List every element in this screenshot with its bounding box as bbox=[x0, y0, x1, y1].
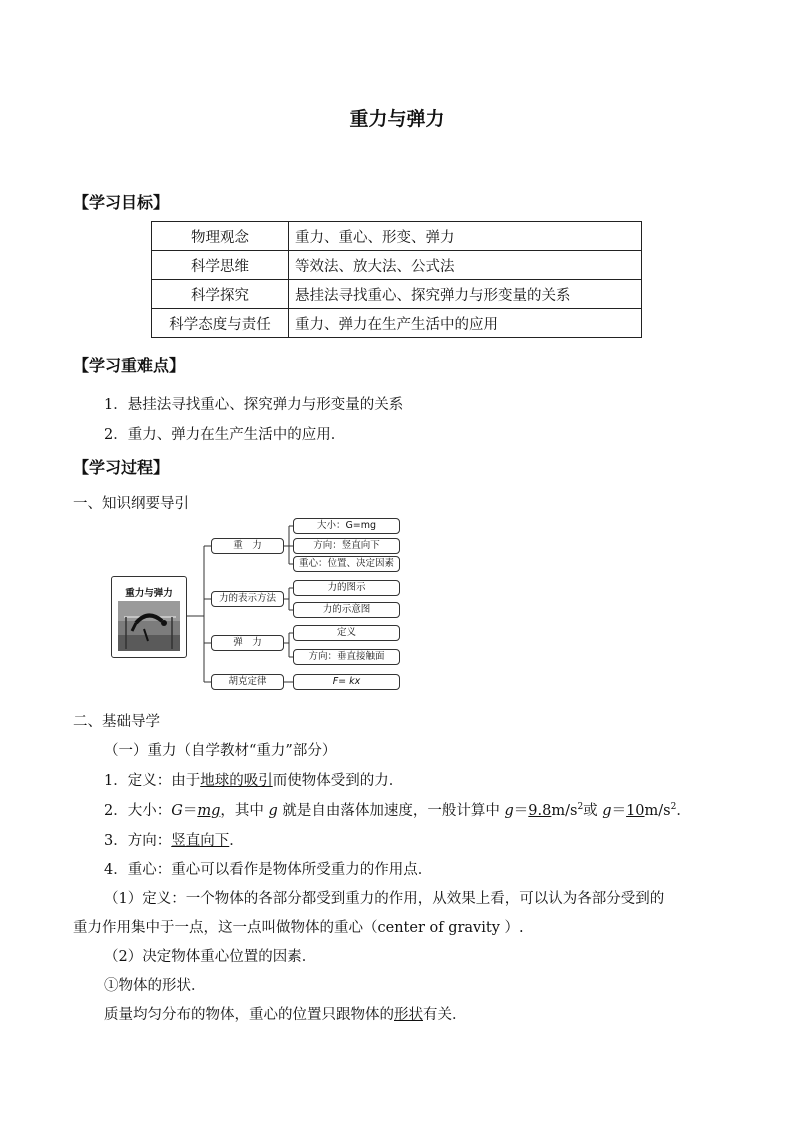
mind-map-root bbox=[111, 576, 187, 658]
goals-table bbox=[151, 221, 642, 338]
goal-content: 悬挂法寻找重心、探究弹力与形变量的关系 bbox=[289, 280, 642, 309]
center-definition-line: （1）定义：一个物体的各部分都受到重力的作用，从效果上看，可以认为各部分受到的 bbox=[104, 891, 665, 907]
leaf-gravity-center: 重心：位置、决定因素 bbox=[293, 556, 400, 572]
var-g: g bbox=[268, 803, 278, 819]
high-jump-photo bbox=[118, 601, 180, 651]
text-span: ，其中 bbox=[220, 803, 269, 819]
branch-hookes-law: 胡克定律 bbox=[211, 674, 284, 690]
text-span: 有关． bbox=[423, 1007, 467, 1023]
table-row bbox=[152, 251, 642, 280]
leaf-gravity-size: 大小：G=mg bbox=[293, 518, 400, 534]
text-span: ＝ bbox=[611, 803, 627, 819]
table-row bbox=[152, 309, 642, 338]
text-span: 而使物体受到的力． bbox=[272, 773, 404, 789]
text-span: 2．大小： bbox=[104, 803, 172, 819]
part-heading: 二、基础导学 bbox=[73, 714, 160, 730]
unit: m/s bbox=[644, 803, 671, 819]
text-span: 或 bbox=[583, 803, 603, 819]
key-point-item: 1．悬挂法寻找重心、探究弹力与形变量的关系 bbox=[104, 397, 404, 413]
text-span: ＝ bbox=[513, 803, 529, 819]
var-g: g bbox=[504, 803, 514, 819]
fill-blank: mg bbox=[197, 803, 221, 819]
text-span: 就是自由落体加速度，一般计算中 bbox=[277, 803, 505, 819]
part-heading: 一、知识纲要导引 bbox=[73, 496, 189, 512]
subsection-heading: （一）重力（自学教材“重力”部分） bbox=[104, 743, 337, 759]
text-span: ． bbox=[676, 803, 691, 819]
text-span: ． bbox=[229, 833, 244, 849]
goal-content: 重力、重心、形变、弹力 bbox=[289, 222, 642, 251]
uniform-mass-line bbox=[104, 1003, 467, 1024]
key-point-item: 2．重力、弹力在生产生活中的应用． bbox=[104, 427, 346, 443]
fill-blank: 形状 bbox=[394, 1007, 423, 1023]
text-span: 质量均匀分布的物体，重心的位置只跟物体的 bbox=[104, 1007, 394, 1023]
var-g: g bbox=[602, 803, 612, 819]
leaf-hookes-formula: F= kx bbox=[293, 674, 400, 690]
goal-label: 科学探究 bbox=[152, 280, 289, 309]
center-of-gravity-line: 4．重心：重心可以看作是物体所受重力的作用点． bbox=[104, 862, 433, 878]
center-factor-line: （2）决定物体重心位置的因素． bbox=[104, 949, 317, 965]
branch-elastic-force: 弹 力 bbox=[211, 635, 284, 651]
fill-blank: 10 bbox=[626, 803, 645, 819]
leaf-gravity-direction: 方向：竖直向下 bbox=[293, 538, 400, 554]
section-goals: 【学习目标】 bbox=[73, 193, 170, 212]
text-span: ＝ bbox=[182, 803, 198, 819]
goal-label: 科学思维 bbox=[152, 251, 289, 280]
leaf-force-sketch: 力的示意图 bbox=[293, 602, 400, 618]
goal-label: 物理观念 bbox=[152, 222, 289, 251]
fill-blank: 地球的吸引 bbox=[200, 773, 273, 789]
magnitude-line bbox=[104, 799, 691, 820]
branch-force-representation: 力的表示方法 bbox=[211, 591, 284, 607]
leaf-elastic-direction: 方向：垂直接触面 bbox=[293, 649, 400, 665]
high-jump-illustration bbox=[118, 601, 180, 651]
center-definition-line: 重力作用集中于一点，这一点叫做物体的重心（center of gravity ）. bbox=[73, 920, 524, 936]
fill-blank: 9.8 bbox=[528, 803, 552, 819]
section-process: 【学习过程】 bbox=[73, 458, 170, 477]
table-row bbox=[152, 222, 642, 251]
section-key-points: 【学习重难点】 bbox=[73, 356, 186, 375]
table-row bbox=[152, 280, 642, 309]
branch-gravity: 重 力 bbox=[211, 538, 284, 554]
var-G: G bbox=[171, 803, 183, 819]
goal-label: 科学态度与责任 bbox=[152, 309, 289, 338]
mind-map bbox=[111, 516, 411, 696]
direction-line bbox=[104, 829, 244, 850]
goal-content: 等效法、放大法、公式法 bbox=[289, 251, 642, 280]
goal-content: 重力、弹力在生产生活中的应用 bbox=[289, 309, 642, 338]
unit: m/s bbox=[551, 803, 578, 819]
page-title: 重力与弹力 bbox=[349, 108, 445, 130]
exponent: 2 bbox=[577, 802, 584, 813]
leaf-force-diagram: 力的图示 bbox=[293, 580, 400, 596]
text-span: 1．定义：由于 bbox=[104, 773, 201, 789]
text-span: 3．方向： bbox=[104, 833, 172, 849]
leaf-elastic-definition: 定义 bbox=[293, 625, 400, 641]
mind-map-root-label: 重力与弹力 bbox=[125, 588, 173, 599]
definition-line bbox=[104, 769, 403, 790]
exponent: 2 bbox=[670, 802, 677, 813]
shape-line: ①物体的形状． bbox=[104, 978, 206, 994]
fill-blank: 竖直向下 bbox=[171, 833, 230, 849]
